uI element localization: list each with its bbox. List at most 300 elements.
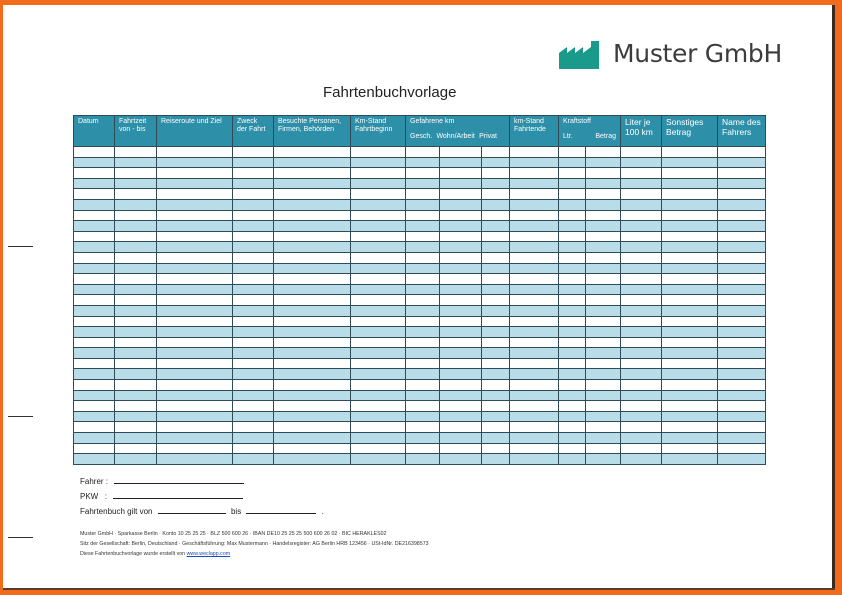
table-cell[interactable] xyxy=(662,369,718,380)
table-cell[interactable] xyxy=(718,327,766,338)
table-cell[interactable] xyxy=(662,433,718,444)
table-cell[interactable] xyxy=(351,189,406,200)
table-cell[interactable] xyxy=(510,295,559,306)
table-cell[interactable] xyxy=(559,327,586,338)
table-cell[interactable] xyxy=(406,231,440,242)
pkw-field[interactable] xyxy=(113,490,243,499)
table-cell[interactable] xyxy=(586,157,621,168)
table-cell[interactable] xyxy=(233,242,274,253)
table-cell[interactable] xyxy=(482,337,510,348)
table-cell[interactable] xyxy=(510,199,559,210)
table-cell[interactable] xyxy=(586,147,621,158)
table-cell[interactable] xyxy=(115,327,157,338)
table-cell[interactable] xyxy=(482,348,510,359)
table-cell[interactable] xyxy=(157,178,233,189)
table-cell[interactable] xyxy=(351,443,406,454)
table-cell[interactable] xyxy=(586,199,621,210)
table-cell[interactable] xyxy=(233,348,274,359)
table-cell[interactable] xyxy=(482,316,510,327)
table-cell[interactable] xyxy=(351,168,406,179)
table-cell[interactable] xyxy=(586,305,621,316)
table-cell[interactable] xyxy=(718,454,766,465)
table-cell[interactable] xyxy=(621,189,662,200)
table-cell[interactable] xyxy=(233,369,274,380)
table-cell[interactable] xyxy=(233,411,274,422)
table-cell[interactable] xyxy=(586,284,621,295)
table-cell[interactable] xyxy=(559,221,586,232)
table-cell[interactable] xyxy=(157,295,233,306)
table-cell[interactable] xyxy=(274,157,351,168)
table-cell[interactable] xyxy=(157,168,233,179)
table-cell[interactable] xyxy=(718,348,766,359)
table-cell[interactable] xyxy=(662,358,718,369)
table-cell[interactable] xyxy=(586,295,621,306)
table-cell[interactable] xyxy=(586,380,621,391)
table-cell[interactable] xyxy=(718,369,766,380)
table-cell[interactable] xyxy=(586,401,621,412)
table-cell[interactable] xyxy=(274,454,351,465)
table-cell[interactable] xyxy=(662,274,718,285)
table-cell[interactable] xyxy=(406,210,440,221)
table-cell[interactable] xyxy=(274,178,351,189)
table-cell[interactable] xyxy=(74,157,115,168)
table-cell[interactable] xyxy=(482,401,510,412)
table-cell[interactable] xyxy=(621,433,662,444)
table-cell[interactable] xyxy=(440,454,482,465)
table-cell[interactable] xyxy=(157,210,233,221)
table-cell[interactable] xyxy=(440,284,482,295)
table-cell[interactable] xyxy=(440,433,482,444)
table-cell[interactable] xyxy=(74,199,115,210)
table-cell[interactable] xyxy=(482,157,510,168)
table-cell[interactable] xyxy=(274,390,351,401)
table-cell[interactable] xyxy=(115,168,157,179)
table-cell[interactable] xyxy=(406,454,440,465)
table-cell[interactable] xyxy=(233,358,274,369)
table-cell[interactable] xyxy=(586,337,621,348)
table-cell[interactable] xyxy=(274,358,351,369)
table-cell[interactable] xyxy=(406,358,440,369)
table-cell[interactable] xyxy=(559,433,586,444)
table-cell[interactable] xyxy=(406,337,440,348)
table-cell[interactable] xyxy=(718,252,766,263)
table-cell[interactable] xyxy=(406,443,440,454)
table-cell[interactable] xyxy=(233,390,274,401)
table-cell[interactable] xyxy=(718,422,766,433)
table-cell[interactable] xyxy=(274,327,351,338)
table-cell[interactable] xyxy=(662,443,718,454)
table-cell[interactable] xyxy=(406,157,440,168)
table-cell[interactable] xyxy=(718,189,766,200)
table-cell[interactable] xyxy=(157,252,233,263)
table-cell[interactable] xyxy=(621,380,662,391)
table-cell[interactable] xyxy=(406,433,440,444)
table-cell[interactable] xyxy=(440,263,482,274)
table-cell[interactable] xyxy=(662,157,718,168)
table-cell[interactable] xyxy=(621,305,662,316)
table-cell[interactable] xyxy=(74,189,115,200)
table-cell[interactable] xyxy=(586,390,621,401)
table-cell[interactable] xyxy=(74,411,115,422)
table-cell[interactable] xyxy=(718,433,766,444)
table-cell[interactable] xyxy=(662,422,718,433)
table-cell[interactable] xyxy=(406,401,440,412)
table-cell[interactable] xyxy=(559,199,586,210)
table-cell[interactable] xyxy=(274,348,351,359)
table-cell[interactable] xyxy=(406,380,440,391)
table-cell[interactable] xyxy=(351,178,406,189)
table-cell[interactable] xyxy=(351,327,406,338)
table-cell[interactable] xyxy=(621,411,662,422)
table-cell[interactable] xyxy=(718,178,766,189)
table-cell[interactable] xyxy=(274,252,351,263)
table-cell[interactable] xyxy=(157,274,233,285)
table-cell[interactable] xyxy=(406,284,440,295)
table-cell[interactable] xyxy=(74,390,115,401)
table-cell[interactable] xyxy=(510,422,559,433)
table-cell[interactable] xyxy=(351,401,406,412)
table-cell[interactable] xyxy=(440,348,482,359)
table-cell[interactable] xyxy=(233,433,274,444)
table-cell[interactable] xyxy=(440,305,482,316)
table-cell[interactable] xyxy=(406,411,440,422)
table-cell[interactable] xyxy=(440,168,482,179)
table-cell[interactable] xyxy=(406,348,440,359)
table-cell[interactable] xyxy=(233,147,274,158)
table-cell[interactable] xyxy=(621,221,662,232)
table-cell[interactable] xyxy=(115,210,157,221)
table-cell[interactable] xyxy=(74,337,115,348)
table-cell[interactable] xyxy=(482,443,510,454)
table-cell[interactable] xyxy=(406,221,440,232)
table-cell[interactable] xyxy=(115,284,157,295)
table-cell[interactable] xyxy=(406,147,440,158)
table-cell[interactable] xyxy=(74,422,115,433)
table-cell[interactable] xyxy=(115,221,157,232)
table-cell[interactable] xyxy=(115,295,157,306)
table-cell[interactable] xyxy=(406,178,440,189)
table-cell[interactable] xyxy=(440,274,482,285)
table-cell[interactable] xyxy=(718,168,766,179)
table-cell[interactable] xyxy=(74,454,115,465)
footer-link[interactable]: www.weclapp.com xyxy=(186,551,231,557)
table-cell[interactable] xyxy=(662,168,718,179)
table-cell[interactable] xyxy=(621,157,662,168)
table-cell[interactable] xyxy=(74,147,115,158)
table-cell[interactable] xyxy=(233,210,274,221)
table-cell[interactable] xyxy=(115,274,157,285)
table-cell[interactable] xyxy=(233,189,274,200)
table-cell[interactable] xyxy=(351,305,406,316)
table-cell[interactable] xyxy=(662,327,718,338)
table-cell[interactable] xyxy=(482,178,510,189)
table-cell[interactable] xyxy=(662,147,718,158)
table-cell[interactable] xyxy=(274,284,351,295)
table-cell[interactable] xyxy=(233,422,274,433)
table-cell[interactable] xyxy=(621,210,662,221)
table-cell[interactable] xyxy=(274,337,351,348)
table-cell[interactable] xyxy=(621,327,662,338)
table-cell[interactable] xyxy=(406,274,440,285)
table-cell[interactable] xyxy=(510,305,559,316)
table-cell[interactable] xyxy=(440,157,482,168)
table-cell[interactable] xyxy=(559,380,586,391)
table-cell[interactable] xyxy=(157,422,233,433)
table-cell[interactable] xyxy=(233,231,274,242)
table-cell[interactable] xyxy=(351,433,406,444)
table-cell[interactable] xyxy=(662,401,718,412)
table-cell[interactable] xyxy=(351,263,406,274)
table-cell[interactable] xyxy=(74,348,115,359)
table-cell[interactable] xyxy=(482,168,510,179)
table-cell[interactable] xyxy=(440,369,482,380)
table-cell[interactable] xyxy=(115,252,157,263)
table-cell[interactable] xyxy=(586,358,621,369)
table-cell[interactable] xyxy=(157,305,233,316)
table-cell[interactable] xyxy=(440,189,482,200)
table-cell[interactable] xyxy=(662,210,718,221)
table-cell[interactable] xyxy=(482,305,510,316)
table-cell[interactable] xyxy=(559,263,586,274)
table-cell[interactable] xyxy=(74,168,115,179)
table-cell[interactable] xyxy=(510,147,559,158)
table-cell[interactable] xyxy=(482,390,510,401)
table-cell[interactable] xyxy=(482,358,510,369)
table-cell[interactable] xyxy=(115,369,157,380)
table-cell[interactable] xyxy=(351,210,406,221)
table-cell[interactable] xyxy=(559,178,586,189)
table-cell[interactable] xyxy=(662,242,718,253)
table-cell[interactable] xyxy=(621,199,662,210)
table-cell[interactable] xyxy=(482,284,510,295)
table-cell[interactable] xyxy=(718,199,766,210)
table-cell[interactable] xyxy=(586,189,621,200)
table-cell[interactable] xyxy=(115,422,157,433)
table-cell[interactable] xyxy=(274,422,351,433)
table-cell[interactable] xyxy=(406,327,440,338)
table-cell[interactable] xyxy=(115,147,157,158)
table-cell[interactable] xyxy=(662,231,718,242)
table-cell[interactable] xyxy=(440,199,482,210)
table-cell[interactable] xyxy=(718,411,766,422)
table-cell[interactable] xyxy=(274,210,351,221)
table-cell[interactable] xyxy=(115,390,157,401)
table-cell[interactable] xyxy=(74,369,115,380)
table-cell[interactable] xyxy=(718,263,766,274)
table-cell[interactable] xyxy=(74,252,115,263)
table-cell[interactable] xyxy=(718,295,766,306)
table-cell[interactable] xyxy=(510,358,559,369)
table-cell[interactable] xyxy=(662,454,718,465)
table-cell[interactable] xyxy=(482,454,510,465)
table-cell[interactable] xyxy=(559,411,586,422)
table-cell[interactable] xyxy=(482,327,510,338)
table-cell[interactable] xyxy=(351,358,406,369)
table-cell[interactable] xyxy=(115,199,157,210)
table-cell[interactable] xyxy=(586,411,621,422)
table-cell[interactable] xyxy=(157,369,233,380)
table-cell[interactable] xyxy=(440,337,482,348)
table-cell[interactable] xyxy=(157,454,233,465)
table-cell[interactable] xyxy=(440,147,482,158)
table-cell[interactable] xyxy=(586,252,621,263)
table-cell[interactable] xyxy=(74,316,115,327)
table-cell[interactable] xyxy=(157,263,233,274)
table-cell[interactable] xyxy=(718,401,766,412)
table-cell[interactable] xyxy=(157,231,233,242)
table-cell[interactable] xyxy=(482,147,510,158)
table-cell[interactable] xyxy=(718,284,766,295)
table-cell[interactable] xyxy=(233,337,274,348)
table-cell[interactable] xyxy=(510,284,559,295)
table-cell[interactable] xyxy=(351,337,406,348)
table-cell[interactable] xyxy=(662,189,718,200)
table-cell[interactable] xyxy=(351,295,406,306)
table-cell[interactable] xyxy=(233,305,274,316)
table-cell[interactable] xyxy=(482,221,510,232)
table-cell[interactable] xyxy=(74,433,115,444)
gilt-von-field[interactable] xyxy=(158,505,226,514)
table-cell[interactable] xyxy=(233,221,274,232)
table-cell[interactable] xyxy=(586,369,621,380)
table-cell[interactable] xyxy=(157,380,233,391)
table-cell[interactable] xyxy=(482,210,510,221)
table-cell[interactable] xyxy=(586,348,621,359)
table-cell[interactable] xyxy=(510,337,559,348)
table-cell[interactable] xyxy=(621,242,662,253)
table-cell[interactable] xyxy=(621,369,662,380)
table-cell[interactable] xyxy=(406,263,440,274)
table-cell[interactable] xyxy=(115,433,157,444)
table-cell[interactable] xyxy=(510,263,559,274)
table-cell[interactable] xyxy=(621,284,662,295)
table-cell[interactable] xyxy=(274,401,351,412)
table-cell[interactable] xyxy=(351,454,406,465)
table-cell[interactable] xyxy=(274,295,351,306)
table-cell[interactable] xyxy=(662,221,718,232)
table-cell[interactable] xyxy=(662,284,718,295)
table-cell[interactable] xyxy=(586,168,621,179)
table-cell[interactable] xyxy=(274,433,351,444)
table-cell[interactable] xyxy=(157,221,233,232)
table-cell[interactable] xyxy=(440,380,482,391)
table-cell[interactable] xyxy=(510,390,559,401)
table-cell[interactable] xyxy=(274,231,351,242)
table-cell[interactable] xyxy=(157,411,233,422)
table-cell[interactable] xyxy=(621,263,662,274)
table-cell[interactable] xyxy=(586,242,621,253)
table-cell[interactable] xyxy=(621,295,662,306)
table-cell[interactable] xyxy=(440,221,482,232)
table-cell[interactable] xyxy=(482,411,510,422)
table-cell[interactable] xyxy=(510,454,559,465)
table-cell[interactable] xyxy=(157,443,233,454)
table-cell[interactable] xyxy=(662,178,718,189)
table-cell[interactable] xyxy=(621,390,662,401)
table-cell[interactable] xyxy=(351,274,406,285)
table-cell[interactable] xyxy=(662,411,718,422)
table-cell[interactable] xyxy=(115,305,157,316)
table-cell[interactable] xyxy=(74,380,115,391)
table-cell[interactable] xyxy=(233,178,274,189)
table-cell[interactable] xyxy=(74,274,115,285)
table-cell[interactable] xyxy=(621,178,662,189)
table-cell[interactable] xyxy=(510,252,559,263)
table-cell[interactable] xyxy=(233,443,274,454)
table-cell[interactable] xyxy=(274,221,351,232)
table-cell[interactable] xyxy=(586,178,621,189)
table-cell[interactable] xyxy=(440,401,482,412)
table-cell[interactable] xyxy=(115,189,157,200)
table-cell[interactable] xyxy=(406,199,440,210)
table-cell[interactable] xyxy=(74,221,115,232)
table-cell[interactable] xyxy=(157,199,233,210)
table-cell[interactable] xyxy=(157,147,233,158)
table-cell[interactable] xyxy=(157,358,233,369)
table-cell[interactable] xyxy=(586,221,621,232)
table-cell[interactable] xyxy=(586,231,621,242)
table-cell[interactable] xyxy=(233,327,274,338)
table-cell[interactable] xyxy=(351,221,406,232)
table-cell[interactable] xyxy=(662,390,718,401)
table-cell[interactable] xyxy=(510,231,559,242)
table-cell[interactable] xyxy=(482,189,510,200)
table-cell[interactable] xyxy=(115,231,157,242)
fahrer-field[interactable] xyxy=(114,475,244,484)
table-cell[interactable] xyxy=(482,274,510,285)
table-cell[interactable] xyxy=(440,295,482,306)
table-cell[interactable] xyxy=(662,263,718,274)
table-cell[interactable] xyxy=(559,147,586,158)
table-cell[interactable] xyxy=(510,401,559,412)
table-cell[interactable] xyxy=(559,242,586,253)
table-cell[interactable] xyxy=(482,295,510,306)
table-cell[interactable] xyxy=(157,337,233,348)
table-cell[interactable] xyxy=(621,274,662,285)
table-cell[interactable] xyxy=(559,369,586,380)
table-cell[interactable] xyxy=(621,147,662,158)
table-cell[interactable] xyxy=(586,274,621,285)
table-cell[interactable] xyxy=(621,422,662,433)
table-cell[interactable] xyxy=(621,168,662,179)
table-cell[interactable] xyxy=(351,369,406,380)
table-cell[interactable] xyxy=(406,316,440,327)
table-cell[interactable] xyxy=(274,316,351,327)
table-cell[interactable] xyxy=(662,199,718,210)
table-cell[interactable] xyxy=(662,305,718,316)
table-cell[interactable] xyxy=(157,433,233,444)
table-cell[interactable] xyxy=(482,231,510,242)
table-cell[interactable] xyxy=(510,221,559,232)
table-cell[interactable] xyxy=(718,242,766,253)
table-cell[interactable] xyxy=(74,401,115,412)
table-cell[interactable] xyxy=(559,284,586,295)
table-cell[interactable] xyxy=(115,411,157,422)
table-cell[interactable] xyxy=(510,210,559,221)
table-cell[interactable] xyxy=(510,433,559,444)
table-cell[interactable] xyxy=(440,358,482,369)
table-cell[interactable] xyxy=(510,316,559,327)
table-cell[interactable] xyxy=(559,401,586,412)
table-cell[interactable] xyxy=(233,252,274,263)
table-cell[interactable] xyxy=(718,443,766,454)
table-cell[interactable] xyxy=(482,242,510,253)
table-cell[interactable] xyxy=(157,157,233,168)
table-cell[interactable] xyxy=(718,221,766,232)
table-cell[interactable] xyxy=(74,284,115,295)
table-cell[interactable] xyxy=(510,168,559,179)
table-cell[interactable] xyxy=(74,305,115,316)
